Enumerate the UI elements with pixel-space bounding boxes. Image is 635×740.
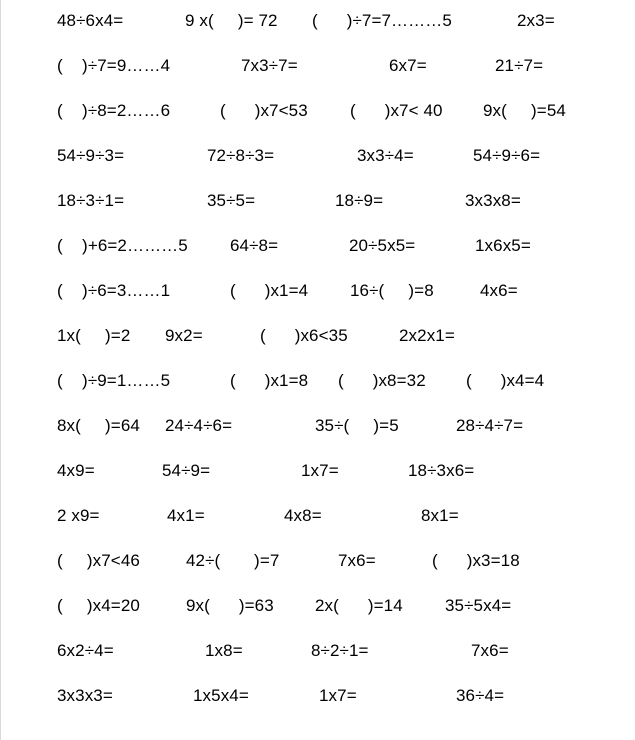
math-problem: 9x( )=54 <box>483 101 566 120</box>
math-problem: 9 x( )= 72 <box>185 11 278 30</box>
math-problem: ( )x6<35 <box>260 326 348 345</box>
math-problem: ( )x3=18 <box>432 551 520 570</box>
math-problem: ( )÷6=3……1 <box>57 281 171 300</box>
math-problem: ( )x8=32 <box>338 371 426 390</box>
math-problem: 18÷3x6= <box>408 461 475 480</box>
math-problem: 54÷9÷6= <box>473 146 541 165</box>
math-problem: 1x7= <box>319 686 357 705</box>
math-problem: 2x2x1= <box>399 326 455 345</box>
math-problem: ( )x1=4 <box>230 281 309 300</box>
math-problem: 9x2= <box>165 326 203 345</box>
math-problem: 16÷( )=8 <box>350 281 434 300</box>
problem-row <box>0 503 635 529</box>
problem-row <box>0 638 635 664</box>
problem-row <box>0 278 635 304</box>
problem-row <box>0 188 635 214</box>
math-problem: 1x( )=2 <box>57 326 131 345</box>
math-problem: ( )÷7=9……4 <box>57 56 171 75</box>
math-problem: 7x6= <box>338 551 376 570</box>
problem-row <box>0 413 635 439</box>
math-problem: 1x8= <box>205 641 243 660</box>
math-problem: 6x7= <box>389 56 427 75</box>
math-problem: ( )x7< 40 <box>350 101 443 120</box>
math-problem: 8x( )=64 <box>57 416 140 435</box>
math-problem: 35÷5= <box>207 191 256 210</box>
problem-row <box>0 368 635 394</box>
math-problem: ( )x1=8 <box>230 371 309 390</box>
math-problem: 1x7= <box>301 461 339 480</box>
math-problem: 1x5x4= <box>193 686 249 705</box>
math-problem: 48÷6x4= <box>57 11 124 30</box>
math-problem: 4x6= <box>480 281 518 300</box>
math-problem: 8x1= <box>421 506 459 525</box>
math-problem: 6x2÷4= <box>57 641 114 660</box>
math-problem: 72÷8÷3= <box>207 146 275 165</box>
problem-row <box>0 143 635 169</box>
math-problem: 54÷9= <box>162 461 211 480</box>
problem-row <box>0 458 635 484</box>
math-problem: ( )x4=20 <box>57 596 140 615</box>
problem-row <box>0 548 635 574</box>
math-problem: 28÷4÷7= <box>456 416 524 435</box>
math-problem: 54÷9÷3= <box>57 146 125 165</box>
math-problem: 2 x9= <box>57 506 100 525</box>
math-problem: 20÷5x5= <box>349 236 416 255</box>
math-problem: 35÷5x4= <box>445 596 512 615</box>
math-problem: ( )x7<46 <box>57 551 140 570</box>
math-problem: 4x8= <box>284 506 322 525</box>
math-problem: 7x3÷7= <box>241 56 298 75</box>
math-problem: 21÷7= <box>495 56 544 75</box>
math-problem: 36÷4= <box>456 686 505 705</box>
problem-row <box>0 98 635 124</box>
math-problem: ( )÷9=1……5 <box>57 371 171 390</box>
math-problem: ( )÷7=7………5 <box>312 11 452 30</box>
math-problem: 35÷( )=5 <box>315 416 399 435</box>
math-problem: 2x3= <box>517 11 555 30</box>
problem-row <box>0 233 635 259</box>
math-problem: 9x( )=63 <box>186 596 274 615</box>
math-problem: ( )x7<53 <box>220 101 308 120</box>
math-problem: ( )x4=4 <box>466 371 545 390</box>
problem-row <box>0 323 635 349</box>
math-problem: 2x( )=14 <box>315 596 403 615</box>
math-problem: 4x9= <box>57 461 95 480</box>
math-problem: 3x3x8= <box>465 191 521 210</box>
math-problem: 24÷4÷6= <box>165 416 233 435</box>
problem-row <box>0 8 635 34</box>
math-problem: 8÷2÷1= <box>311 641 369 660</box>
math-problem: 3x3x3= <box>57 686 113 705</box>
math-problem: 18÷9= <box>335 191 384 210</box>
math-problem: 4x1= <box>167 506 205 525</box>
math-problem: 3x3÷4= <box>357 146 414 165</box>
math-problem: 7x6= <box>471 641 509 660</box>
problem-row <box>0 593 635 619</box>
math-problem: 1x6x5= <box>475 236 531 255</box>
math-problem: 18÷3÷1= <box>57 191 125 210</box>
math-problem: 42÷( )=7 <box>186 551 280 570</box>
problem-row <box>0 53 635 79</box>
math-problem: ( )÷8=2……6 <box>57 101 171 120</box>
problem-row <box>0 683 635 709</box>
math-problem: ( )+6=2………5 <box>57 236 188 255</box>
math-problem: 64÷8= <box>230 236 279 255</box>
